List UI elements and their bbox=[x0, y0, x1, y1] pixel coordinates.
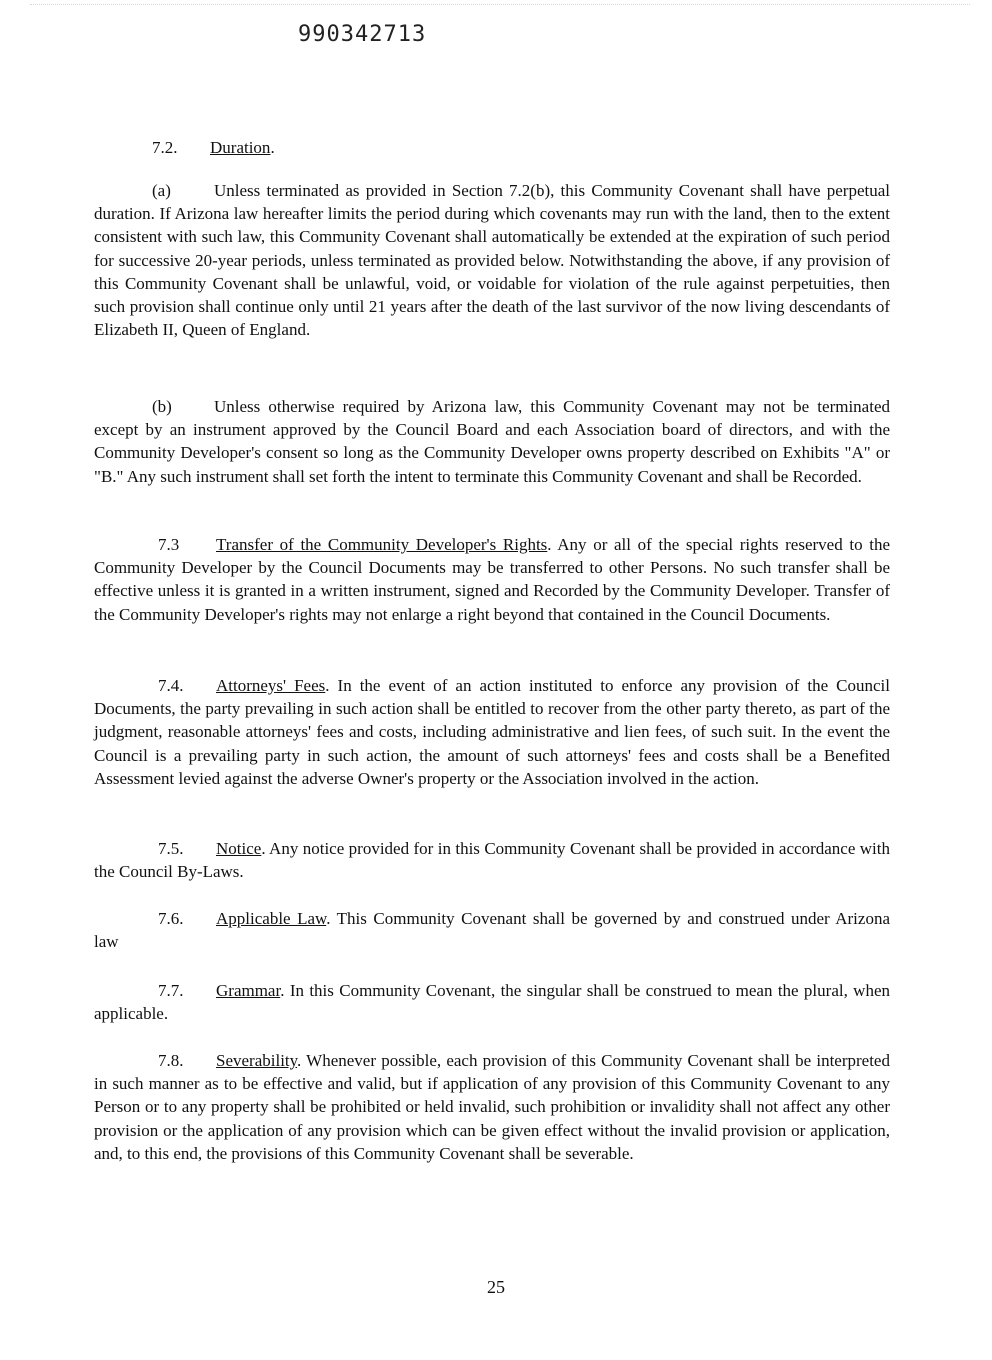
document-number: 990342713 bbox=[298, 22, 427, 47]
section-number: 7.5. bbox=[158, 839, 184, 858]
section-title: Applicable Law bbox=[216, 909, 327, 928]
paragraph-text: In this Community Covenant, the singular shall be construed to mean the plural, when applicable. bbox=[94, 981, 891, 1024]
scan-artifact-divider bbox=[30, 4, 970, 9]
section-title: Transfer of the Community Developer's Rights bbox=[216, 535, 548, 554]
section-title-period: . bbox=[270, 138, 275, 157]
subsection-label: (a) bbox=[152, 181, 171, 200]
section-7-6-paragraph bbox=[94, 907, 890, 953]
section-7-4-paragraph bbox=[94, 674, 890, 790]
section-title: Attorneys' Fees bbox=[216, 676, 326, 695]
section-title: Duration bbox=[210, 138, 271, 157]
section-title: Notice bbox=[216, 839, 262, 858]
section-title-period: . bbox=[547, 535, 552, 554]
section-number: 7.8. bbox=[158, 1051, 184, 1070]
section-number: 7.3 bbox=[158, 535, 180, 554]
section-number: 7.2. bbox=[152, 138, 178, 157]
subsection-label: (b) bbox=[152, 397, 172, 416]
section-7-2-heading bbox=[152, 136, 552, 159]
section-number: 7.6. bbox=[158, 909, 184, 928]
paragraph-text: This Community Covenant shall be governed by and construed under Arizona law bbox=[94, 909, 890, 952]
paragraph-text: In the event of an action instituted to enforce any provision of the Council Documents, the party prevailing in such action shall be entitled to recover from the other party thereto, as part of the judgment, reasonable attorneys' fees and costs, including administrative and lien fees, of such suit. In the event the Council is a prevailing party in such action, the amount of such attorneys' fees and costs shall be a Benefited Assessment levied against the adverse Owner's property or the Association involved in the action. bbox=[94, 676, 890, 788]
section-7-7-paragraph bbox=[94, 979, 890, 1025]
section-title-period: . bbox=[325, 676, 330, 695]
paragraph-text: Whenever possible, each provision of this Community Covenant shall be interpreted in such manner as to be effective and valid, but if application of any provision of this Community Covenant to any Person or to any property shall be prohibited or held invalid, such prohibition or invalidity shall not affect any other provision or the application of any provision which can be given effect without the invalid provision or application, and, to this end, the provisions of this Community Covenant shall be severable. bbox=[94, 1051, 890, 1163]
page-number: 25 bbox=[487, 1277, 505, 1297]
paragraph-text: Unless terminated as provided in Section 7.2(b), this Community Covenant shall have perpetual duration. If Arizona law hereafter limits the period during which covenants may run with the land, then to the extent consistent with such law, this Community Covenant shall automatically be extended at the expiration of such period for successive 20-year periods, unless terminated as provided below. Notwithstanding the above, if any provision of this Community Covenant shall be unlawful, void, or voidable for violation of the rule against perpetuities, then such provision shall continue only until 21 years after the death of the last survivor of the now living descendants of Elizabeth II, Queen of England. bbox=[94, 181, 890, 340]
section-7-3-paragraph bbox=[94, 533, 890, 626]
section-title-period: . bbox=[297, 1051, 302, 1070]
section-7-2-a-paragraph bbox=[94, 179, 890, 341]
paragraph-text: Unless otherwise required by Arizona law, this Community Covenant may not be terminated except by an instrument approved by the Council Board and each Association board of directors, and with the Community Developer's consent so long as the Community Developer owns property described on Exhibits "A" or "B." Any such instrument shall set forth the intent to terminate this Community Covenant and shall be Recorded. bbox=[94, 397, 890, 486]
section-title: Grammar bbox=[216, 981, 281, 1000]
section-number: 7.4. bbox=[158, 676, 184, 695]
section-title: Severability bbox=[216, 1051, 298, 1070]
section-7-2-b-paragraph bbox=[94, 395, 890, 488]
section-title-period: . bbox=[280, 981, 285, 1000]
paragraph-text: Any notice provided for in this Community Covenant shall be provided in accordance with the Council By-Laws. bbox=[94, 839, 890, 882]
section-7-8-paragraph bbox=[94, 1049, 890, 1165]
section-7-5-paragraph bbox=[94, 837, 890, 883]
section-title-period: . bbox=[326, 909, 331, 928]
section-number: 7.7. bbox=[158, 981, 184, 1000]
paragraph-text: Any or all of the special rights reserved to the Community Developer by the Council Documents may be transferred to other Persons. No such transfer shall be effective unless it is granted in a written instrument, signed and Recorded by the Community Developer. Transfer of the Community Developer's rights may not enlarge a right beyond that contained in the Council Documents. bbox=[94, 535, 890, 624]
section-title-period: . bbox=[261, 839, 266, 858]
